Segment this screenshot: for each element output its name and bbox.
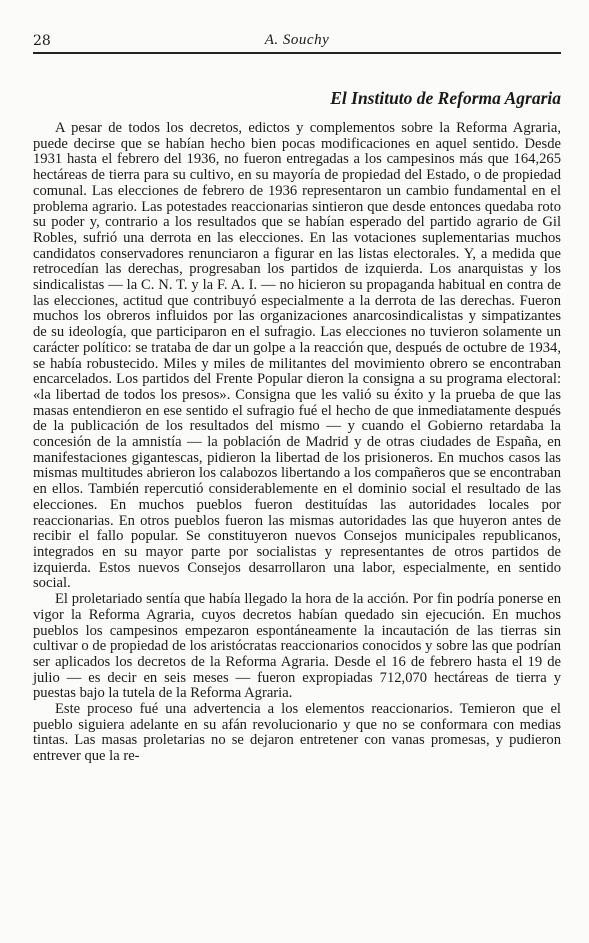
paragraph: Este proceso fué una advertencia a los elementos reaccionarios. Temieron que el pueblo siguiera adelante en su afán revolucionario y que no se conformara con medias tintas. Las masas proletarias no se dejaron entretener con vanas promesas, y pudieron entrever que la re- [33,701,561,765]
paragraph: A pesar de todos los decretos, edictos y complementos sobre la Reforma Agraria, puede decirse que se habían hecho bien pocas modificaciones en aquel sentido. Desde 1931 hasta el febrero del 1936, no fueron entregadas a los campesinos más que 164,265 hectáreas de tierra para su cultivo, en su mayoría de propiedad del Estado, o de propiedad comunal. Las elecciones de febrero de 1936 representaron un cambio fundamental en el problema agrario. Las potestades reaccionarias sintieron que desde entonces quedaba roto su poder y, contrario a los resultados que se habían esperado del partido agrario de Gil Robles, sufrió una derrota en las elecciones. En las votaciones suplementarias muchos candidatos conservadores renunciaron a figurar en las listas electorales. Y, a medida que retrocedían las derechas, progresaban los partidos de izquierda. Los anarquistas y los sindicalistas — la C. N. T. y la F. A. I. — no hicieron su propaganda habitual en contra de las elecciones, actitud que contribuyó especialmente a la derrota de las derechas. Fueron muchos los obreros influidos por las organizaciones anarcosindicalistas y simpatizantes de su ideología, que participaron en el sufragio. Las elecciones no tuvieron solamente un carácter político: se trataba de dar un golpe a la reacción que, después de octubre de 1934, se había robustecido. Miles y miles de militantes del movimiento obrero se encontraban encarcelados. Los partidos del Frente Popular dieron la consigna a su programa electoral: «la libertad de todos los presos». Consigna que les valió su éxito y la prueba de que las masas entendieron en ese sentido el sufragio fué el hecho de que inmediatamente después de la publicación de los resultados del mismo — y cuando el Gobierno retardaba la concesión de la amnistía — la población de Madrid y de otras ciudades de España, en manifestaciones gigantescas, pidieron la libertad de los prisioneros. En muchos casos las mismas multitudes abrieron los calabozos libertando a los compañeros que se encontraban en ellos. También repercutió considerablemente en el dominio social el resultado de las elecciones. En muchos pueblos fueron destituídas las autoridades locales por reaccionarias. En otros pueblos fueron las mismas autoridades las que huyeron antes de recibir el fallo popular. Se constituyeron nuevos Consejos municipales republicanos, integrados en su mayor parte por socialistas y representantes de otros partidos de izquierda. Estos nuevos Consejos desarrollaron una labor, especialmente, en sentido social. [33,120,561,592]
running-header [33,30,561,54]
page-number: 28 [33,33,51,49]
paragraph: El proletariado sentía que había llegado la hora de la acción. Por fin podría ponerse en vigor la Reforma Agraria, cuyos decretos habían quedado sin ejecución. En muchos pueblos los campesinos empezaron espontáneamente la incautación de las tierras sin cultivar o de propiedad de los aristócratas reaccionarios conocidos y sobre las que podrían ser aplicados los decretos de la Reforma Agraria. Desde el 16 de febrero hasta el 19 de julio — es decir en seis meses — fueron expropiadas 712,070 hectáreas de tierra y puestas bajo la tutela de la Reforma Agraria. [33,591,561,702]
section-title: El Instituto de Reforma Agraria [330,88,561,108]
running-author: A. Souchy [264,32,330,48]
body-text [33,121,561,765]
